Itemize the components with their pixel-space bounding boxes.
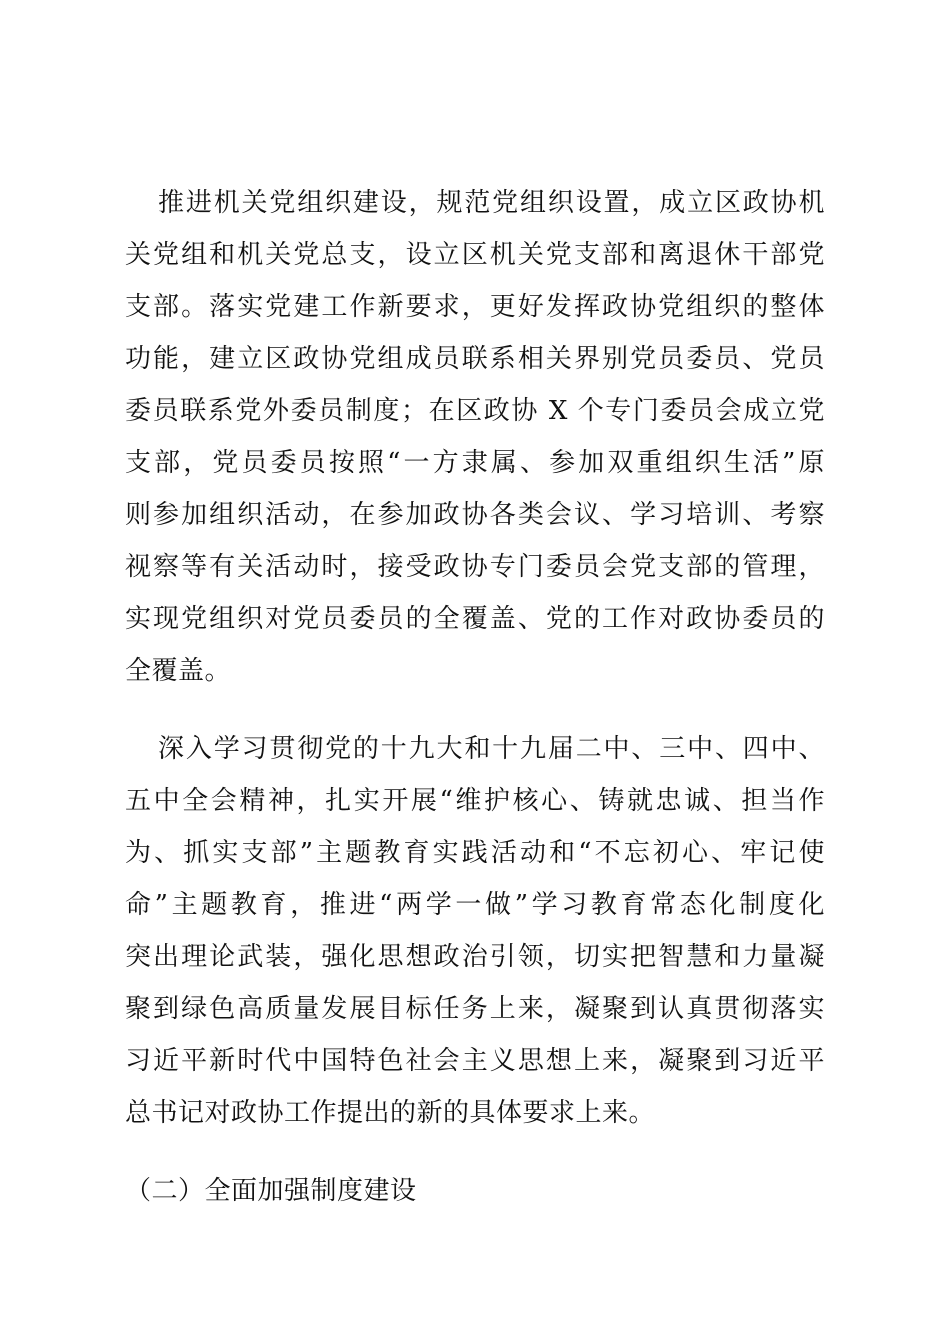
paragraph-line: 习近平新时代中国特色社会主义思想上来，凝聚到习近平 xyxy=(125,1046,825,1076)
paragraph-spacer xyxy=(125,701,825,727)
paragraph-line: 实现党组织对党员委员的全覆盖、党的工作对政协委员的 xyxy=(125,604,825,634)
paragraph-line: 推进机关党组织建设，规范党组织设置，成立区政协机 xyxy=(158,188,825,218)
paragraph-theoretical-study xyxy=(125,727,825,1143)
paragraph-spacer xyxy=(125,1143,825,1169)
paragraph-line: 聚到绿色高质量发展目标任务上来，凝聚到认真贯彻落实 xyxy=(125,994,825,1024)
paragraph-line: 命”主题教育，推进“两学一做”学习教育常态化制度化 xyxy=(125,890,825,920)
paragraph-line: 视察等有关活动时，接受政协专门委员会党支部的管理， xyxy=(125,552,825,582)
paragraph-line: 则参加组织活动，在参加政协各类会议、学习培训、考察 xyxy=(125,500,825,530)
paragraph-line: 功能，建立区政协党组成员联系相关界别党员委员、党员 xyxy=(125,344,825,374)
paragraph-line: 突出理论武装，强化思想政治引领，切实把智慧和力量凝 xyxy=(125,942,825,972)
paragraph-line: 为、抓实支部”主题教育实践活动和“不忘初心、牢记使 xyxy=(125,838,825,868)
paragraph-line: 委员联系党外委员制度；在区政协 X 个专门委员会成立党 xyxy=(125,396,825,426)
paragraph-line: 深入学习贯彻党的十九大和十九届二中、三中、四中、 xyxy=(158,734,825,764)
paragraph-line: 支部，党员委员按照“一方隶属、参加双重组织生活”原 xyxy=(125,448,825,478)
paragraph-line: 全覆盖。 xyxy=(125,656,232,686)
paragraph-party-organization xyxy=(125,181,825,701)
document-body xyxy=(125,181,825,1221)
paragraph-line: 关党组和机关党总支，设立区机关党支部和离退休干部党 xyxy=(125,240,825,270)
paragraph-line: 总书记对政协工作提出的新的具体要求上来。 xyxy=(125,1098,656,1128)
paragraph-line: 五中全会精神，扎实开展“维护核心、铸就忠诚、担当作 xyxy=(125,786,825,816)
paragraph-line: 支部。落实党建工作新要求，更好发挥政协党组织的整体 xyxy=(125,292,825,322)
section-heading: （二）全面加强制度建设 xyxy=(125,1176,417,1206)
